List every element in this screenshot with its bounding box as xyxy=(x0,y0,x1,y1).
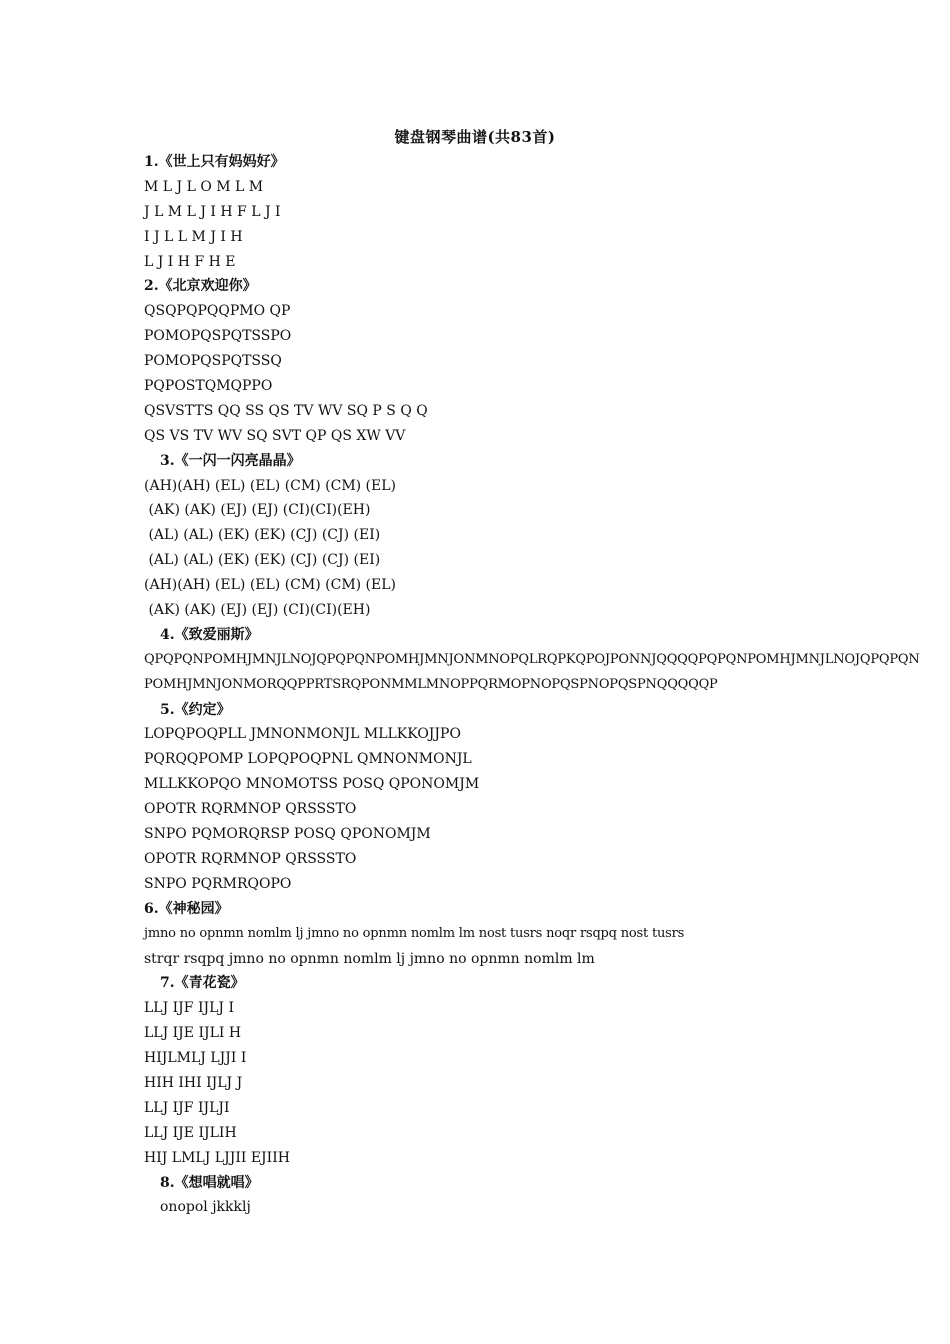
song-7-line: LLJ IJE IJLI H xyxy=(144,1025,242,1042)
song-7-line: LLJ IJE IJLIH xyxy=(144,1124,237,1141)
song-1-heading: 1.《世上只有妈妈好》 xyxy=(144,154,285,170)
song-3-line: (AL) (AL) (EK) (EK) (CJ) (CJ) (EI) xyxy=(144,552,381,569)
song-3-heading: 3.《一闪一闪亮晶晶》 xyxy=(160,452,301,469)
song-1-line: J L M L J I H F L J I xyxy=(144,203,281,220)
song-3-line: (AK) (AK) (EJ) (EJ) (CI)(CI)(EH) xyxy=(144,602,371,619)
song-7-line: LLJ IJF IJLJ I xyxy=(144,1000,234,1017)
song-1-line: M L J L O M L M xyxy=(144,178,264,195)
song-5-heading: 5.《约定》 xyxy=(160,701,231,718)
song-5-line: PQRQQPOMP LOPQPOQPNL QMNONMONJL xyxy=(144,751,472,768)
song-4-line: QPQPQNPOMHJMNJLNOJQPQPQNPOMHJMNJONMNOPQLRQPKQPOJPONNJQQQQPQPQNPOMHJMNJLNOJQPQPQN xyxy=(144,651,920,667)
song-5-line: SNPO PQMORQRSP POSQ QPONOMJM xyxy=(144,826,431,843)
song-7-line: HIJ LMLJ LJJII EJIIH xyxy=(144,1149,290,1166)
document-title: 键盘钢琴曲谱(共83首) xyxy=(394,128,556,146)
song-8-line: onopol jkkklj xyxy=(160,1199,251,1216)
song-2-line: PQPOSTQMQPPO xyxy=(144,378,273,395)
song-6-heading: 6.《神秘园》 xyxy=(144,900,229,917)
song-3-line: (AL) (AL) (EK) (EK) (CJ) (CJ) (EI) xyxy=(144,527,381,544)
song-1-line: I J L L M J I H xyxy=(144,228,243,245)
song-6-line: jmno no opnmn nomlm lj jmno no opnmn nomlm lm nost tusrs noqr rsqpq nost tusrs xyxy=(144,925,685,941)
song-2-line: QSQPQPQQPMO QP xyxy=(144,303,291,320)
song-3-line: (AH)(AH) (EL) (EL) (CM) (CM) (EL) xyxy=(144,577,396,594)
song-7-line: HIH IHI IJLJ J xyxy=(144,1074,243,1091)
song-7-line: HIJLMLJ LJJI I xyxy=(144,1050,247,1067)
song-4-heading: 4.《致爱丽斯》 xyxy=(160,626,259,643)
song-5-line: SNPO PQRMRQOPO xyxy=(144,875,292,892)
song-2-line: POMOPQSPQTSSQ xyxy=(144,353,282,370)
song-4-line: POMHJMNJONMORQQPPRTSRQPONMMLMNOPPQRMOPNOPQSPNOPQSPNQQQQQP xyxy=(144,676,718,692)
song-3-line: (AH)(AH) (EL) (EL) (CM) (CM) (EL) xyxy=(144,477,396,494)
song-2-heading: 2.《北京欢迎你》 xyxy=(144,278,257,295)
song-5-line: OPOTR RQRMNOP QRSSSTO xyxy=(144,850,357,867)
song-5-line: LOPQPOQPLL JMNONMONJL MLLKKOJJPO xyxy=(144,726,461,743)
song-8-heading: 8.《想唱就唱》 xyxy=(160,1174,259,1191)
song-2-line: POMOPQSPQTSSPO xyxy=(144,328,292,345)
song-5-line: OPOTR RQRMNOP QRSSSTO xyxy=(144,801,357,818)
song-3-line: (AK) (AK) (EJ) (EJ) (CI)(CI)(EH) xyxy=(144,502,371,519)
song-2-line: QSVSTTS QQ SS QS TV WV SQ P S Q Q xyxy=(144,402,428,419)
song-1-line: L J I H F H E xyxy=(144,253,236,270)
song-7-line: LLJ IJF IJLJI xyxy=(144,1099,230,1116)
song-5-line: MLLKKOPQO MNOMOTSS POSQ QPONOMJM xyxy=(144,776,480,793)
score-content xyxy=(144,150,924,1220)
song-7-heading: 7.《青花瓷》 xyxy=(160,975,245,992)
song-2-line: QS VS TV WV SQ SVT QP QS XW VV xyxy=(144,427,406,444)
song-6-line: strqr rsqpq jmno no opnmn nomlm lj jmno no opnmn nomlm lm xyxy=(144,950,595,967)
